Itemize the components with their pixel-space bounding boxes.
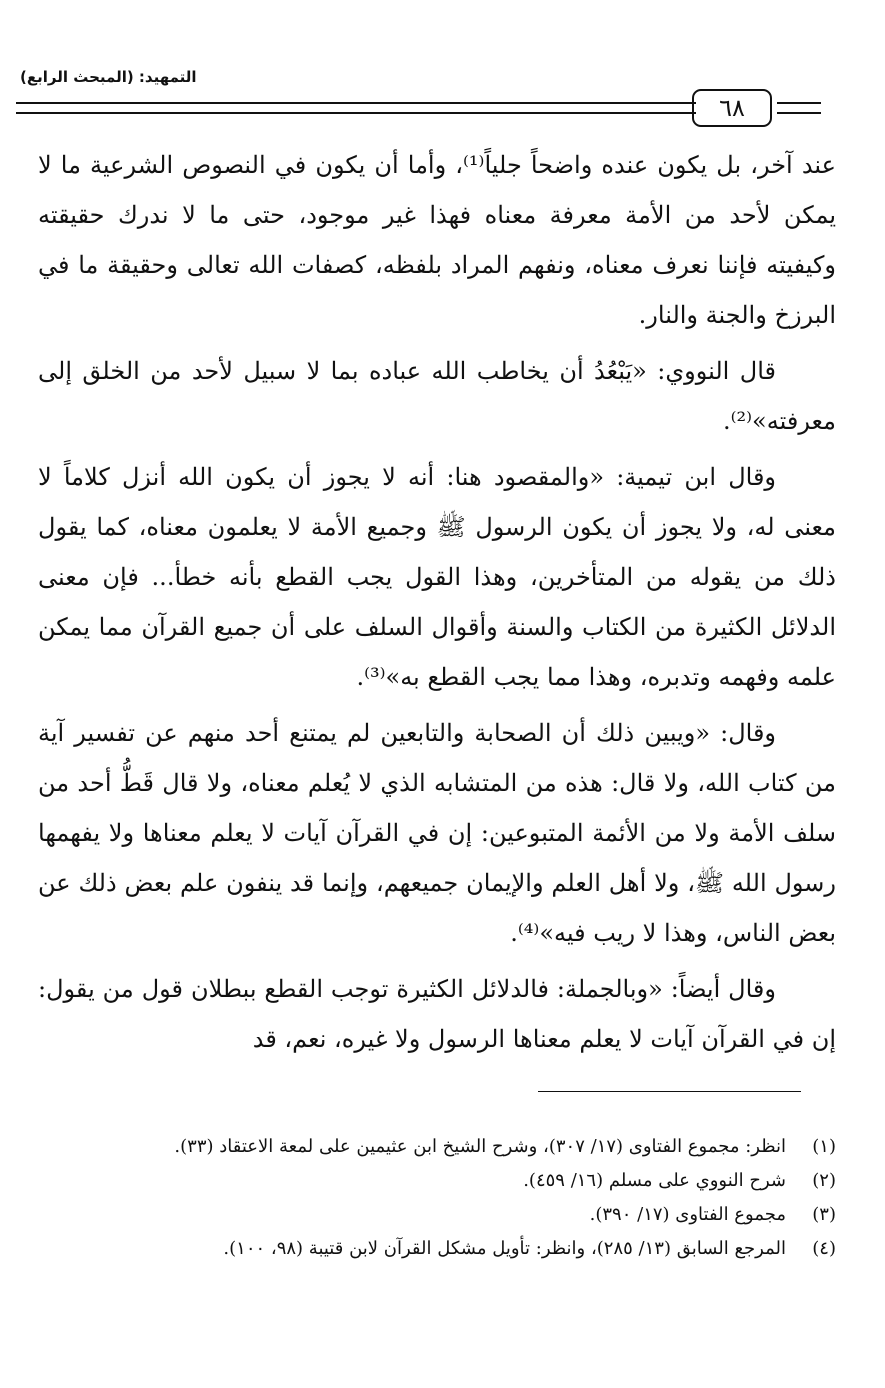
footnote-number: (٤): [812, 1238, 836, 1259]
paragraph: عند آخر، بل يكون عنده واضحاً جلياً⁽¹⁾، وأما أن يكون في النصوص الشرعية ما لا يمكن لأحد من الأمة معرفة معناه فهذا غير موجود، حتى ما لا ندرك حقيقته وكيفيته فإننا نعرف معناه، ونفهم المراد بلفظه، كصفات الله تعالى وحقيقة ما في البرزخ والجنة والنار.: [38, 151, 837, 329]
footnote-separator: [538, 1091, 801, 1092]
footnote: [38, 1232, 836, 1266]
main-text: [38, 140, 836, 1070]
footnotes: [38, 1130, 836, 1266]
footnote-text: انظر: مجموع الفتاوى (١٧/ ٣٠٧)، وشرح الشيخ ابن عثيمين على لمعة الاعتقاد (٣٣).: [174, 1136, 786, 1157]
footnote-text: المرجع السابق (١٣/ ٢٨٥)، وانظر: تأويل مشكل القرآن لابن قتيبة (٩٨، ١٠٠).: [223, 1238, 786, 1259]
header-rule: [777, 112, 821, 114]
footnote-number: (١): [812, 1136, 836, 1157]
footnote-number: (٣): [812, 1204, 836, 1225]
header-rule: [16, 102, 696, 104]
footnote: [38, 1198, 836, 1232]
footnote-text: مجموع الفتاوى (١٧/ ٣٩٠).: [589, 1204, 786, 1225]
paragraph: وقال: «ويبين ذلك أن الصحابة والتابعين لم يمتنع أحد منهم عن تفسير آية من كتاب الله، ولا قال: هذه من المتشابه الذي لا يُعلم معناه، ولا قال قَطُّ أحد من سلف الأمة ولا من الأئمة المتبوعين: إن في القرآن آيات لا يعلم معناها ولا يفهمها رسول الله ﷺ، ولا أهل العلم والإيمان جميعهم، وإنما قد ينفون علم بعض ذلك عن بعض الناس، وهذا لا ريب فيه»⁽⁴⁾.: [38, 719, 836, 947]
footnote: [38, 1164, 836, 1198]
header-rule: [777, 102, 821, 104]
footnote-number: (٢): [812, 1170, 836, 1191]
running-header-title: التمهيد: (المبحث الرابع): [20, 68, 197, 86]
header-rule: [16, 112, 696, 114]
paragraph: وقال ابن تيمية: «والمقصود هنا: أنه لا يجوز أن يكون الله أنزل كلاماً لا معنى له، ولا يجوز أن يكون الرسول ﷺ وجميع الأمة لا يعلمون معناه، كما يقول ذلك من يقوله من المتأخرين، وهذا القول يجب القطع بأنه خطأ... فإن معنى الدلائل الكثيرة من الكتاب والسنة وأقوال السلف على أن جميع القرآن مما يمكن علمه وفهمه وتدبره، وهذا مما يجب القطع به»⁽³⁾.: [38, 463, 836, 691]
footnote: [38, 1130, 836, 1164]
paragraph: وقال أيضاً: «وبالجملة: فالدلائل الكثيرة توجب القطع ببطلان قول من يقول: إن في القرآن آيات لا يعلم معناها الرسول ولا غيره، نعم، قد: [38, 975, 836, 1053]
footnote-text: شرح النووي على مسلم (١٦/ ٤٥٩).: [523, 1170, 786, 1191]
paragraph: قال النووي: «يَبْعُدُ أن يخاطب الله عباده بما لا سبيل لأحد من الخلق إلى معرفته»⁽²⁾.: [38, 357, 836, 435]
page-number: ٦٨: [692, 89, 772, 127]
